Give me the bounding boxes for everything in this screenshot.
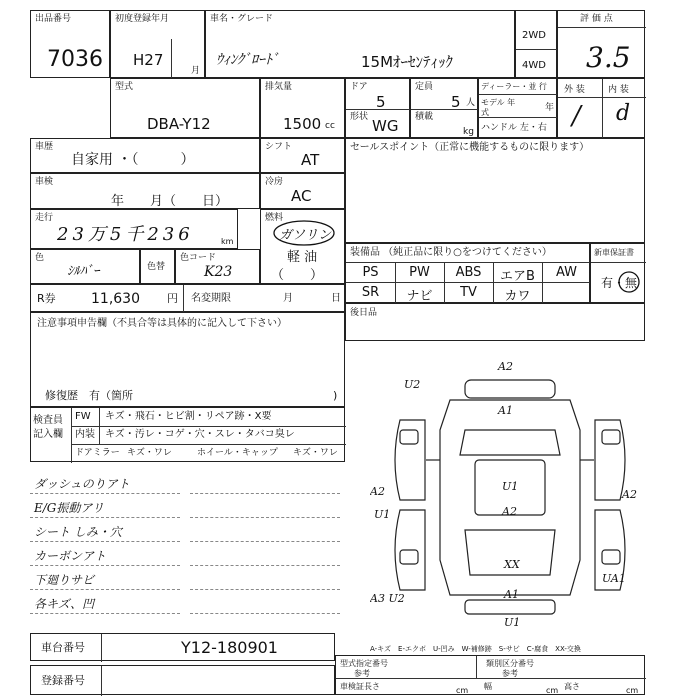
dealer-label: ディーラー・並 行: [481, 82, 547, 91]
car-name-value: ｳｨﾝｸﾞﾛｰﾄﾞ: [216, 52, 279, 68]
name-change-label: 名変期限: [191, 293, 231, 304]
model-box: [110, 78, 260, 138]
model-label: 型式: [115, 82, 134, 92]
ac-box: [260, 173, 345, 209]
mark-a2-top: A2: [498, 360, 513, 373]
fw-text: キズ・飛石・ヒビ割・リペア跡・X要: [105, 411, 272, 422]
chassis-value: Y12-180901: [181, 638, 278, 657]
displacement-label: 排気量: [265, 82, 293, 92]
score-value: 3.5: [586, 41, 631, 74]
first-registration-label: 初度登録年月: [115, 14, 170, 24]
equipment-item: エアB: [500, 269, 535, 284]
door-label: ドア: [350, 82, 368, 92]
mirror-label: ドアミラー: [75, 448, 120, 458]
equipment-box: [345, 243, 590, 303]
color-value: ｼﾙﾊﾞｰ: [67, 264, 100, 279]
color-box: [30, 249, 140, 284]
score-box: [557, 10, 645, 78]
fuel-value: ガソリン: [279, 228, 332, 243]
damage-legend: A-キズ E-エクボ U-凹み W-補修跡 S-サビ C-腐食 XX-交換: [370, 645, 581, 653]
equipment-item: PW: [409, 265, 430, 280]
warranty-none-circle: [617, 270, 641, 294]
color-code-label: 色コード: [180, 253, 217, 263]
mark-u1-rear: U1: [504, 616, 521, 629]
fw-label: FW: [75, 411, 91, 422]
mark-u1-left: U1: [374, 508, 391, 521]
recycle-box: [30, 284, 345, 312]
first-registration-year: H27: [133, 51, 164, 69]
mileage-unit: km: [221, 237, 234, 246]
model-year-label: モデル 年式: [481, 98, 516, 117]
width-cm: cm: [546, 686, 559, 695]
equipment-item: カワ: [504, 289, 531, 304]
registration-label: 登録番号: [41, 674, 85, 687]
handwritten-note: E/G振動アリ: [34, 501, 104, 515]
car-name-box: [205, 10, 515, 78]
car-grade-value: 15Mｵｰｾﾝﾃｨｯｸ: [361, 53, 454, 71]
color-code-value: K23: [204, 264, 233, 280]
handwritten-note: ダッシュのりアト: [34, 477, 130, 491]
handwritten-notes: [30, 475, 345, 625]
score-label: 評 価 点: [580, 14, 613, 24]
mark-a3-u2: A3 U2: [370, 592, 405, 605]
length-cm: cm: [456, 686, 469, 695]
new-warranty-value: 有・無: [601, 276, 638, 290]
load-label: 積載: [415, 112, 434, 122]
equipment-label: 装備品 （純正品に限り○をつけてください）: [350, 247, 552, 258]
shift-box: [260, 138, 345, 173]
fuel-diesel-label: 軽 油: [287, 250, 318, 265]
inspector-label: 検査員 記入欄: [33, 415, 63, 440]
length-label: 車検証長さ: [340, 682, 380, 691]
interior-check-text: キズ・汚レ・コゲ・穴・スレ・タバコ臭レ: [105, 429, 295, 440]
chassis-label: 車台番号: [41, 641, 85, 654]
mark-xx: XX: [504, 558, 520, 571]
ref-1: 参考: [354, 669, 370, 678]
fuel-box: [260, 209, 345, 284]
recycle-value: 11,630: [91, 291, 140, 307]
mirror-text: キズ・ワレ: [127, 448, 172, 458]
name-change-day: 日: [331, 293, 341, 304]
width-label: 幅: [484, 682, 492, 691]
equipment-item: TV: [460, 285, 477, 300]
lot-number-box: [30, 10, 110, 78]
mileage-label: 走行: [35, 213, 54, 223]
height-label: 高さ: [564, 682, 580, 691]
name-change-month: 月: [283, 293, 293, 304]
fuel-label: 燃料: [265, 213, 284, 223]
exterior-label: 外 装: [564, 85, 585, 95]
ac-label: 冷房: [265, 177, 284, 187]
load-unit: kg: [463, 127, 474, 137]
chassis-box: [30, 633, 335, 661]
repair-history-label: 修復歴 有（箇所: [45, 389, 133, 402]
type-cert-label: 型式指定番号: [340, 659, 388, 668]
inspection-box: [30, 173, 260, 209]
capacity-box: [410, 78, 478, 138]
inspection-value: 年 月（ 日）: [111, 194, 229, 209]
color-change-box: [140, 249, 175, 284]
new-warranty-box: [590, 243, 645, 303]
footer-table: [335, 655, 645, 695]
first-registration-box: [110, 10, 205, 78]
interior-label: 内 装: [608, 85, 629, 95]
mark-a2-roof: A2: [502, 505, 517, 518]
interior-value: d: [616, 101, 631, 126]
new-warranty-label: 新車保証書: [594, 248, 634, 257]
rear-items-box: [345, 303, 645, 341]
usage-value: 自家用 ・（ ）: [71, 152, 195, 168]
wheel-text: キズ・ワレ: [293, 448, 338, 458]
handle-label: ハンドル 左・右: [481, 123, 547, 133]
door-box: [345, 78, 410, 138]
registration-box: [30, 665, 335, 695]
equipment-item: PS: [362, 265, 379, 280]
first-registration-month-unit: 月: [191, 66, 201, 76]
mark-u2: U2: [404, 378, 421, 391]
fuel-circle: [269, 218, 339, 248]
drive-2wd: 2WD: [522, 30, 546, 41]
inspection-label: 車検: [35, 177, 54, 187]
car-diagram: [370, 360, 650, 630]
lot-number-label: 出品番号: [35, 14, 72, 24]
exterior-value: /: [572, 101, 581, 131]
notes-label: 注意事項申告欄（不具合等は具体的に記入して下さい）: [37, 318, 287, 329]
usage-label: 車歴: [35, 142, 54, 152]
equipment-item: ナビ: [406, 289, 433, 304]
door-value: 5: [376, 93, 386, 111]
usage-box: [30, 138, 260, 173]
capacity-unit: 人: [466, 98, 476, 108]
model-year-unit: 年: [545, 103, 555, 113]
displacement-value: 1500: [283, 115, 322, 133]
displacement-unit: cc: [325, 121, 335, 131]
interior-check-label: 内装: [75, 429, 95, 440]
sales-point-box: [345, 138, 645, 243]
notes-box: [30, 312, 345, 407]
color-label: 色: [35, 253, 45, 263]
equipment-item: ABS: [455, 265, 482, 280]
mileage-value: 23万5千236: [57, 224, 194, 245]
sales-point-label: セールスポイント（正常に機能するものに限ります）: [350, 142, 590, 153]
inspector-box: [30, 407, 345, 462]
rear-items-label: 後日品: [350, 308, 378, 318]
equipment-item: SR: [361, 285, 380, 300]
capacity-label: 定員: [415, 82, 434, 92]
mark-a1-hood: A1: [498, 404, 513, 417]
class-label: 類別区分番号: [486, 659, 534, 668]
shift-label: シフト: [265, 142, 293, 152]
drive-4wd: 4WD: [522, 60, 546, 71]
handwritten-note: カーボンアト: [34, 549, 107, 563]
displacement-box: [260, 78, 345, 138]
color-code-box: [175, 249, 260, 284]
mark-a1-rear: A1: [504, 588, 519, 601]
handwritten-note: 下廻りサビ: [34, 573, 95, 587]
recycle-label: R券: [37, 292, 56, 305]
repair-history-close: ): [333, 389, 338, 402]
mark-a2-right: A2: [622, 488, 637, 501]
capacity-value: 5: [451, 93, 461, 111]
dealer-box: [478, 78, 557, 138]
equipment-item: AW: [555, 265, 578, 280]
mark-a2-left: A2: [370, 485, 385, 498]
recycle-unit: 円: [167, 292, 178, 305]
fuel-paren: （ ）: [271, 268, 324, 283]
ref-2: 参考: [502, 669, 518, 678]
drive-box: [515, 10, 557, 78]
color-change-label: 色替: [147, 262, 166, 272]
exterior-interior-box: [557, 78, 645, 138]
shift-value: AT: [301, 151, 320, 169]
ac-value: AC: [291, 187, 312, 205]
model-value: DBA-Y12: [147, 115, 211, 133]
height-cm: cm: [626, 686, 639, 695]
shape-label: 形状: [350, 112, 369, 122]
lot-number-value: 7036: [47, 47, 103, 72]
car-name-label: 車名・グレード: [210, 14, 274, 24]
handwritten-note: 各キズ、凹: [34, 597, 95, 611]
mark-u1-roof: U1: [502, 480, 519, 493]
mileage-box: [30, 209, 238, 249]
handwritten-note: シート しみ・穴: [34, 525, 122, 539]
wheel-label: ホイール・キャップ: [197, 448, 278, 458]
shape-value: WG: [372, 117, 399, 135]
mark-ua1-right: UA1: [602, 572, 626, 585]
